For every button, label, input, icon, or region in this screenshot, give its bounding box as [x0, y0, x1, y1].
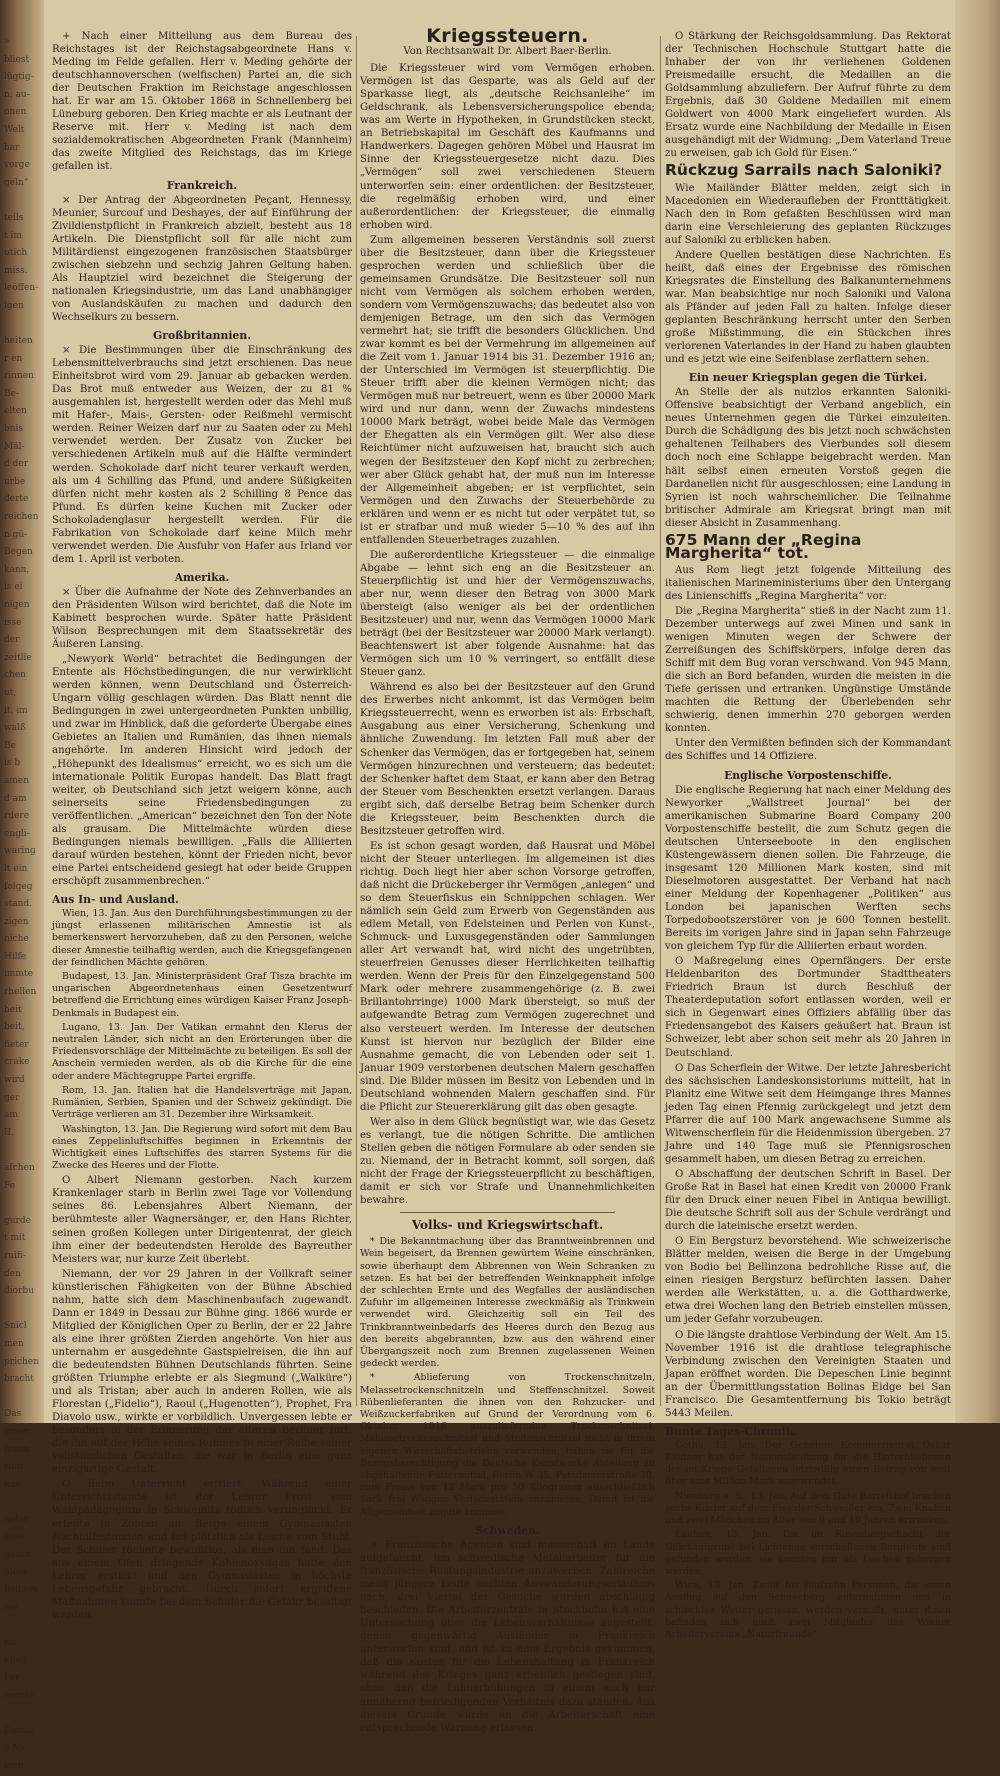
- goldsammlung-text: O Stärkung der Reichsgoldsammlung. Das Rektorat der Technischen Hochschule Stuttgart hatte die Inhaber der von ihr verliehenen Goldenen Preismedaille ersucht, die Medaillen an die Goldsammlung abzuliefern. Der Aufruf führte zu dem Ergebnis, daß 30 Goldene Medaillen mit einem Goldwert von 4000 Mark eingeliefert wurden. Als Ersatz wurde eine Nachbildung der Medaille in Eisen ausgehändigt mit der Widmung: „Dem Vaterland Treue zu erweisen, gab ich Gold für Eisen.“: [665, 31, 951, 160]
- meding-notice: + Nach einer Mitteilung aus dem Bureau des Reichstages ist der Reichstagsabgeordnete Hans v. Meding im Felde gefallen. Herr v. Meding gehörte der deutschhannoverschen (welfischen) Partei an, die sich der Deutschen Fraktion im Reichstage angeschlossen hat. Er war am 15. Oktober 1868 in Schnellenberg bei Lüneburg geboren. Den Krieg machte er als Leutnant der Reserve mit. Herr v. Meding ist nach dem sozialdemokratischen Abgeordneten Frank (Mannheim) das zweite Mitglied des Reichstags, das im Kriege gefallen ist.: [52, 31, 352, 173]
- column-divider: [660, 36, 661, 1406]
- chronik-nienburg: Nienburg a. S., 13. Jan. Auf dem Gute Bartelshof brachen sechs Kinder auf dem Eise der Schweißer ein. Zwei Knaben und zwei Mädchen im Alter von 9 und 10 Jahren ertranken.: [665, 1490, 951, 1527]
- rueckzug-title: Rückzug Sarrails nach Saloniki?: [665, 161, 943, 180]
- niemann-text-2: Niemann, der vor 29 Jahren in der Vollkraft seiner künstlerischen Fähigkeiten von der Bühne Abschied nahm, hatte sich dem Maschinenbaufach zugewandt. Dann er 1849 in Dessau zur Bühne ging. 1866 wurde er Mitglied der Königlichen Oper zu Berlin, der er 22 Jahre als eine ihrer größten Zierden angehörte. Von hier aus unternahm er ausgedehnte Gastspielreisen, die ihn auf die bedeutendsten Bühnen Deutschlands führten. Seine größten Triumphe erlebte er als Siegmund („Walküre“) und als Tristan; aber auch in anderen Rollen, wie als Florestan („Fidelio“), Raoul („Hugenotten“), Prophet, Fra Diavolo usw., wirkte er vorbildlich. Unvergessen lebte er besonders in der Erinnerung der älteren Berliner fort, die ihn auf der Höhe seines Ruhmes in einer Reihe seiner vollstümlichen Gestalten, die war in Berlin eine ganz einzigartige Gestalt.: [52, 1268, 352, 1476]
- article-title: Kriegssteuern.: [426, 25, 589, 47]
- column-left: [52, 30, 352, 1621]
- frankreich-text: × Der Antrag der Abgeordneten Peçant, Hennessy, Meunier, Surcouf und Deshayes, der auf Einführung der Zivildienstpflicht in Frankreich abzielt, besteht aus 18 Artikeln. Die Dienstpflicht soll für alle nicht zum Militärdienst eingezogenen französischen Staatsbürger zwischen siebzehn und sechzig Jahren Geltung haben. Als Hauptziel wird bezeichnet die Steigerung der nationalen Kriegsindustrie, um das Land unabhängiger von Auslandskäufen zu machen und dadurch den Wechselkurs zu bessern.: [52, 194, 352, 323]
- kriegssteuern-p4: Während es also bei der Besitzsteuer auf den Grund des Erwerbes nicht ankommt, ist das Vermögen beim Kriegssteuerrecht, wenn es erworben ist als: Erbschaft, Ausgabung aus einer Versicherung, Schenkung und ähnliche Zuwendung. Im letzten Fall muß aber der Schenker das Vermögen, das er fortgegeben hat, seinem Vermögen hinzurechnen und versteuern; das bedeutet: der Schenker haftet dem Staat, er kann aber den Betrag der Steuer vom Beschenkten ersetzt verlangen. Daraus ergibt sich, daß derselbe Betrag beim Schenker durch die Kriegssteuer, beim Beschenkten durch die Besitzsteuer getroffen wird.: [360, 682, 655, 837]
- article-byline: Von Rechtsanwalt Dr. Albert Baer-Berlin.: [403, 46, 612, 58]
- section-volkswirtschaft: Volks- und Kriegswirtschaft.: [411, 1218, 604, 1233]
- divider: [400, 1212, 615, 1213]
- heading-in-und-ausland: Aus In- und Ausland.: [52, 893, 179, 906]
- heading-amerika: Amerika.: [174, 570, 230, 584]
- grossbritannien-text: × Die Bestimmungen über die Einschränkung des Lebensmittelverbrauchs sind jetzt erschienen. Das neue Einheitsbrot wird vom 29. Januar ab gebacken werden. Das Brot muß entweder aus Weizen, der zu 81 % ausgemahlen ist, hergestellt werden oder das Mehl muß mit Hafer-, Mais-, Gersten- oder Reißmehl vermischt werden. Reiner Weizen darf nur zu Saaten oder zu Mehl verwendet werden. Der Zusatz von Zucker bei verschiedenen Artikeln muß auf die Hälfte vermindert werden. Schokolade darf nicht teurer verkauft werden, als um 4 Schilling das Pfund, und andere Süßigkeiten dürfen nicht mehr kosten als 2 Schilling 8 Pence das Pfund. Es dürfen keine Kuchen mit Zucker oder Schokoladenglasur hergestellt werden. Für die Fabrikation von Schokolade darf keine Milch mehr verwendet werden. Die Ausfuhr von Hafer aus Irland vor dem 1. April ist verboten.: [52, 345, 352, 565]
- news-rom: Rom, 13. Jan. Italien hat die Handelsverträge mit Japan, Rumänien, Serbien, Spanien und der Schweiz gekündigt. Die Verträge verlieren am 31. Dezember ihre Wirksamkeit.: [52, 1084, 352, 1121]
- volkswirtschaft-p2: * Ablieferung von Trockenschnitzeln, Melassetrockenschnitzeln und Steffenschnitzel. Soweit Rübenlieferanten die ihnen von den Rohzucker- und Weißzuckerfabriken auf Grund der Verordnung vom 6. Oktober 1916 auszuliefernden Trockenschnitzel, Melassetrockenschnitzel und Steffenschnitzel nicht in ihrem eigenen Wirtschaftsbetriebe verwenden, haben sie für die Bezugsberechtigung die Deutsche Kunstwerke Abteilung zu abgehaltende Futtermittel, Berlin W 35, Potsdamerstraße 30, zum Preise von 12 Mark pro 50 Kilogramm ausschließlich Sack frei Waggon Verladestation anzubieten. Damit ist die Allgemeinheit zugute kommen.: [360, 1372, 655, 1518]
- heading-grossbritannien: Großbritannien.: [153, 329, 251, 343]
- bergsturz-text: O Ein Bergsturz bevorstehend. Wie schweizerische Blätter melden, weisen die Berge in der Umgebung von Bodio bei Bellinzona bedrohliche Risse auf, die einen riesigen Bergsturz befürchten lassen. Daher werden alle Werkstätten, u. a. die Gotthardwerke, etwa drei Wochen lang den Betrieb einstellen müssen, um jeder Gefahr vorzubeugen.: [665, 1236, 951, 1326]
- heading-schweden: Schweden.: [475, 1523, 540, 1537]
- kriegssteuern-p1: Die Kriegssteuer wird vom Vermögen erhoben. Vermögen ist das Gesparte, was als Geld auf der Sparkasse liegt, als „deutsche Reichsanleihe“ im Geldschrank, als Lebensversicherungspolice ebenda; was am Werte in Hypotheken, in Grundstücken steckt, an Betriebskapital im Geschäft des Kaufmanns und Handwerkers. Dagegen gehören Möbel und Hausrat im Sinne der Kriegssteuergesetze nicht dazu. Dies „Vermögen“ soll zwei verschiedenen Steuern unterworfen sein: einer ordentlichen: der Besitzsteuer, die regelmäßig erhoben wird, und einer außerordentlichen: der Kriegssteuer, die einmalig erhoben wird.: [360, 63, 655, 231]
- drahtlos-text: O Die längste drahtlose Verbindung der Welt. Am 15. November 1916 ist die drahtlose telegraphische Verbindung zwischen den Vereinigten Staaten und Japan eröffnet worden. Die Depeschen Linie beginnt an der Übermittlungsstation Bolinas Eidge bei San Francisco. Die Gesamtentfernung bis Tokio beträgt 5443 Meilen.: [665, 1329, 951, 1419]
- vorposten-text: Die englische Regierung hat nach einer Meldung des Newyorker „Wallstreet Journal“ bei der amerikanischen Submarine Board Company 200 Vorpostenschiffe bestellt, die zum Schutz gegen die deutschen Unterseeboote in den englischen Küstengewässern dienen sollen. Die Fahrzeuge, die insgesamt 120 Millionen Mark kosten, sind mit Dieselmotoren ausgestattet. Der Verband hat nach einer Meldung der Kopenhagener „Politiken“ aus London bei japanischen Werften sechs Torpedobootszerstörer von je 600 Tonnen bestellt. Bereits im vorigen Jahre sind in Japan sehn Fahrzeuge von gleichem Typ für die Alliierten erbaut worden.: [665, 784, 951, 953]
- schweden-text: × Französische Agenten sind massenhaft im Lande aufgetaucht, um schwedische Metallarbeiter für die französische Rüstungsindustrie anzuwerben. Zahlreiche meist jüngere Leute suchten Auswanderungserlaubnis nach, drei Viertel der Gesuche wurden abschlägig beschieden. Die Arbeiterzentrale in Stockholm hat eine Untersuchung über die Lebensverhältnisse angestellt, denen gegenwärtig Ausländer in Frankreich unterworfen sind, und ist zu dem Ergebnis gekommen, daß die Kosten für die Lebenshaltung in Frankreich während des Krieges ganz erheblich gestiegen sind, ohne daß die Lohnerhöhungen in einem auch nur annähernd befriedigenden Verhältnis dazu ständen. Aus diesem Grunde wurde an die Arbeiterschaft eine entsprechende Warnung erlassen.: [360, 1539, 655, 1734]
- heading-frankreich: Frankreich.: [166, 178, 238, 192]
- regina-p2: Die „Regina Margherita“ stieß in der Nacht zum 11. Dezember unterwegs auf zwei Minen und sank in wenigen Minuten wegen der Schwere der Zerreißungen des Schiffskörpers, infolge deren das Schiff mit dem Bug voran verschwand. Von 945 Mann, die sich an Bord befanden, wurden die meisten in die Tiefe gerissen und ertranken. Ungünstige Umstände machten die Rettung der Überlebenden sehr schwierig, denen immerhin 270 geborgen werden konnten.: [665, 605, 951, 735]
- news-lugano: Lugano, 13. Jan. Der Vatikan ermahnt den Klerus der neutralen Länder, sich nicht an den Erörterungen über die Friedensvorschläge der Mittelmächte zu beteiligen. Es soll der Anschein vermieden werden, als ob die Kirche für die eine oder andere Mächtegruppe Partei ergriffe.: [52, 1021, 352, 1082]
- unterricht-text: O Beim Unterricht erfriert. Während einer Unterrichtsstunde ist der Lehrer Frost vom Waldpädagogium in Schweinitz tödlich verunglückt. Er erteilte in Zobten am Berge einem Gymnasiasten Nachhilfestunden und fiel plötzlich als Leiche vom Stuhl. Der Schüler röchelte bewußtlos, als man ihn fand. Das aus einem Ofen dringende Kohlenoxydgas hatte den Lehrer erstickt und den Gymnasiasten in höchste Lebensgefahr gebracht. Durch sofort ergriffene Maßnahmen konnte bei dem Schüler die Gefahr beseitigt werden.: [52, 1479, 352, 1621]
- column-right: [665, 30, 951, 1640]
- news-washington: Washington, 13. Jan. Die Regierung wird sofort mit dem Bau eines Zeppelinluftschiffes beginnen in Erkenntnis der Wichtigkeit eines Luftschiffes des starren Systems für die Zwecke des Heeres und der Flotte.: [52, 1123, 352, 1172]
- volkswirtschaft-p1: * Die Bekanntmachung über das Branntweinbrennen und Wein begeisert, da Brennen gewürtem Weine einschränken, sowie überhaupt dem Abbrennen von Wein Schranken zu setzen. Es hat bei der betreffenden Weinknappheit infolge der schlechten Ernte und des Wegfalles der ausländischen Zufuhr im allgemeinen Interesse zweckmäßig als Trinkwein verwendet wird. Gleichzeitig soll ein Teil des Trinkbranntweinbedarfs des Heeres durch den Bezug aus den bereits abgebrannten, bzw. aus den während einer Übergangszeit noch zum Brennen zugelassenen Weinen gedeckt werden.: [360, 1236, 655, 1370]
- binding-edge: [0, 0, 44, 1772]
- heading-chronik: Bunte Tages-Chronik.: [665, 1424, 797, 1438]
- page-edge: [955, 0, 1000, 1423]
- kriegssteuern-p2: Zum allgemeinen besseren Verständnis soll zuerst über die Besitzsteuer, dann über die Kriegssteuer gesprochen werden und schließlich über die gemeinsamen Grundsätze. Die Besitzsteuer soll nun nicht vom Vermögen als solchem erhoben werden, sondern vom Vermögenszuwachs; das bedeutet also von demjenigen Betrage, um den sich das Vermögen vermehrt hat; sie trifft die besonders Glücklichen. Und zwar kommt es bei der Vermehrung im allgemeinen auf die Zeit vom 1. Januar 1914 bis 31. Dezember 1916 an; der Unterschied im Vermögen ist steuerpflichtig. Die Steuer trifft aber die kleinen Vermögen nicht; das Vermögen muß nur betreuert, wenn es über 20000 Mark wird und nur dann, wenn der Zuwachs mindestens 10000 Mark beträgt, wobei beide Male das Vermögen der Ehegatten als ein Vermögen gilt. Wer also diese Reichtümer nicht aufzuweisen hat, braucht sich auch wegen der Besitzsteuer den Kopf nicht zu zerbrechen; wer aber Glück gehabt hat, der muß nun im Interesse der Allgemeinheit abgeben; er ist verpflichtet, sein Vermögen und den Zuwachs der Steuerbehörde zu erklären und wenn er es nicht tut oder verpätet tut, so ist er strafbar und muß wieder 5—10 % des auf ihn entfallenden Steuerbetrages zuzahlen.: [360, 234, 655, 546]
- heading-kriegsplan: Ein neuer Kriegsplan gegen die Türkei.: [688, 371, 928, 385]
- rueckzug-p2: Andere Quellen bestätigen diese Nachrichten. Es heißt, daß eines der Ergebnisse des römischen Kriegsrates die Einstellung des Balkanunternehmens war. Man beabsichtige nur noch Saloniki und Valona als Pfänder auf jeden Fall zu halten. Infolge dieser geplanten Beschränkung herrscht unter den Serben große Mißstimmung, die ein Stückchen ihres verlorenen Vaterlandes in der Hand zu haben glaubten und es jetzt wie eine Seifenblase zerflattern sehen.: [665, 249, 951, 366]
- kriegssteuern-p5: Es ist schon gesagt worden, daß Hausrat und Möbel nicht der Steuer unterliegen. Im allgemeinen ist dies richtig. Doch liegt hier aber schon Vorsorge getroffen, daß nicht die Drückeberger ihr Vermögen „anlegen“ und so dem Steuerfiskus ein Schnippchen schlagen. Wer nämlich sein Geld zum Erwerb von Gegenständen aus edlem Metall, von Edelsteinen und Perlen von Kunst-, Schmuck- und Luxusgegenständen oder Sammlungen aller Art verwandt hat, wird nicht des ungetrübten, steuerfreien Genusses dieser Herrlichkeiten teilhaftig werden. Wenn der Preis für den Einzelgegenstand 500 Mark oder mehrere zusammengehörige (z. B. zwei Brillantohrringe) 1000 Mark übersteigt, so muß der aufgewandte Betrag zum Vermögen zugerechnet und also versteuert werden. Im Interesse der deutschen Kunst ist hiervon nur bezüglich der Bilder eine Ausnahme gemacht, die von Lebenden oder seit 1. Januar 1909 verstorbenen deutschen Malern geschaffen sind. Die Bilder müssen im Besitz von Lebenden und in Deutschland wohnenden Malern geschaffen sind. Für die Pflicht zur Steuererklärung gilt das oben gesagte.: [360, 840, 655, 1113]
- column-divider: [356, 36, 357, 1406]
- amerika-text-2: „Newyork World“ betrachtet die Bedingungen der Entente als Höchstbedingungen, die nur verwirklicht werden können, wenn Deutschland und Österreich-Ungarn völlig geschlagen würden. Das Blatt nennt die Bedingungen in zwei untergeordneten Punkten unbillig, und zwar im Hinblick, daß die geforderte Übergabe eines Gebietes an Italien und Rumänien, das ihnen niemals angehörte. Im anderen Hinsicht wird jedoch der „Höhepunkt des Idealismus“ erreicht, wo es sich um die internationale Politik Europas handelt. Das Blatt fragt weiter, ob Deutschland sich jetzt weigern könne, auch seinerseits seine Friedensbedingungen zu veröffentlichen. „American“ bezeichnet den Ton der Note als grausam. Die Mittelmächte würden diese Bedingungen niemals bewilligen. „Falls die Alliierten darauf würden bestehen, könnt der Frieden nicht, bevor eine Partei entscheidend gesiegt hat oder beide Gruppen erschöpft zusammenbrechen.“: [52, 654, 352, 887]
- kriegssteuern-p6: Wer also in dem Glück begnüstigt war, wie das Gesetz es verlangt, tue die nötigen Schritte. Die amtlichen Stellen geben die nötigen Formulare ab oder senden sie zu. Niemand, der in Betracht kommt, soll sorgen, daß nicht der Frage der Kriegssteuerpflicht zu beschäftigen, damit er sich vor Strafe und Unannehmlichkeiten bewahre.: [360, 1116, 655, 1207]
- chronik-lauban: Lauban, 13. Jan. Die im Rosenbergschacht der Glückaufgrube bei Lichtenau verschollenen Bergleute sind gefunden worden; sie konnten nur als Leichen geborgen werden.: [665, 1529, 951, 1577]
- column-middle: [360, 25, 655, 1734]
- witwe-text: O Das Scherflein der Witwe. Der letzte Jahresbericht des sächsischen Landeskonsistoriums mitteilt, hat in Planitz eine Witwe seit dem Heimgange ihres Mannes jeden Tag einen Pfennig zurückgelegt und jetzt dem Pfarrer die auf 100 Mark angewachsene Summe als Witwenscherflein für die Heidenmission übergeben. 27 Jahre und 140 Tage muß sie Pfennigsroschen gesammelt haben, um diesen Betrag zu erreichen.: [665, 1062, 951, 1165]
- news-wien: Wien, 13. Jan. Aus den Durchführungsbestimmungen zu der jüngst erlassenen militärischen Amnestie ist als bemerkenswert hervorzuheben, daß zu den Personen, welche dieser Amnestie teilhaftig werden, auch die Kriegsgefangenen der feindlichen Mächte gehören.: [52, 908, 352, 968]
- chronik-gotha: Gotha, 13. Jan. Der Geheime Kommerzienrat Oskar Blödner hat der Nationalstiftung für die Hinterbliebenen der im Kriege Gefallenen letztwillig einen Betrag von weit über eine Million Mark zugewendet.: [665, 1439, 951, 1488]
- chronik-wien: Wien, 13. Jan. Zwölf bis fünfzehn Personen, die einen Ausflug auf den Schneeberg unternahmen und in schlechtes Wetter gerieten, werden vermißt; unter ihnen befinden sich auch zwei Mitglieder des Wiener Arbeitervereins „Naturfreunde“.: [665, 1580, 951, 1640]
- kriegssteuern-p3: Die außerordentliche Kriegssteuer — die einmalige Abgabe — lehnt sich eng an die Besitzsteuer an. Steuerpflichtig ist und hier der Vermögenszuwachs, aber nur, wenn dieser den Betrag von 3000 Mark übersteigt (also weniger als bei der ordentlichen Besitzsteuer) und nur, wenn das Vermögen 10000 Mark beträgt (bei der Besitzsteuer war 20000 Mark verlangt). Beachtenswert ist aber folgende Ausnahme: hat das Vermögen sich um 10 % verringert, so entfällt diese Steuer ganz.: [360, 549, 655, 679]
- niemann-text-1: O Albert Niemann gestorben. Nach kurzem Krankenlager starb in Berlin zwei Tage vor Vollendung seines 86. Lebensjahres Albert Niemann, der berühmteste aller Wagnersänger, er, den Hans Richter, seinen großen Kollegen unter Dirigentenrat, der gleich ihm einer der bedeutendsten Herolde des Bayreuther Meisters war, nur kurze Zeit überlebt.: [52, 1175, 352, 1265]
- left-page-fragments: » bliest lügtig- n, au- onen Welt har vorge geln“ teils t im utich miss. leöffen- igen heiten r en rinnen Be- elten bnis Mäl- d der urbe derte reichen n gü- Begen kann, is ei nigen isse der zeitlie chen ut, it, im walß Be is b amen d am rdere engli- waring lt ein folgeg stand. zigen niche Hilfe immte rhellen heit beit, fieter crake wird ger am II. afchen Fe gurde t mit ruifi- den diorbu Snicl men prichen bracht Das mmer tenen runt mie neter, aren geoch hleer Bsibers nie tür idjeit Fer ronnte Donna 3 Nr men: [4, 37, 39, 1772]
- opern-text: O Maßregelung eines Opernfängers. Der erste Heldenbariton des Dortmunder Stadttheaters Friedrich Braun ist durch Beschluß der Theaterdeputation sofort entlassen worden, weil er sich in Gegenwart eines Offiziers abfällig über das Friedensangebot des Kaisers geäußert hat. Braun ist Schweizer, lebt aber schon seit mehr als 20 Jahren in Deutschland.: [665, 956, 951, 1059]
- regina-p3: Unter den Vermißten befinden sich der Kommandant des Schiffes und 14 Offiziere.: [665, 738, 951, 763]
- kriegsplan-text: An Stelle der als nutzlos erkannten Saloniki-Offensive beabsichtigt der Verband angeblich, ein neues Unternehmen gegen die Türkei einzuleiten. Durch die Schädigung des bis jetzt noch schwächsten gehaltenen Teilhabers des Vierbundes soll diesem doch noch eine Schlappe beigebracht werden. Man hält selbst einen erneuten Vorstoß gegen die Dardanellen nicht für ausgeschlossen; eine Landung in Syrien ist noch wahrscheinlicher. Die Teilnahme britischer Admirale am Kriegsrat bringt man mit dieser Absicht in Zusammenhang.: [665, 387, 951, 529]
- rueckzug-p1: Wie Mailänder Blätter melden, zeigt sich in Macedonien ein Wiederaufleben der Frontttätigkeit. Nach den in Rom gefaßten Beschlüssen wird man darin eine Verschleierung des geplanten Rückzuges auf Saloniki zu erblicken haben.: [665, 182, 951, 246]
- regina-p1: Aus Rom liegt jetzt folgende Mitteilung des italienischen Marineministeriums über den Untergang des Linienschiffs „Regina Margherita“ vor:: [665, 564, 951, 602]
- schrift-text: O Abschaffung der deutschen Schrift in Basel. Der Große Rat in Basel hat einen Kredit von 20000 Frank für den Druck einer neuen Fibel in Antiqua bewilligt. Die deutsche Schrift soll aus der Schule verdrängt und durch die lateinische ersetzt werden.: [665, 1168, 951, 1233]
- news-budapest: Budapest, 13. Jan. Ministerpräsident Graf Tisza brachte im ungarischen Abgeordnetenhaus einen Gesetzentwurf betreffend die Errichtung eines würdigen Kaiser Franz Joseph-Denkmals in Budapest ein.: [52, 971, 352, 1019]
- regina-title: 675 Mann der „Regina Margherita“ tot.: [665, 530, 862, 562]
- heading-vorpostenschiffe: Englische Vorpostenschiffe.: [724, 768, 892, 782]
- amerika-text-1: × Über die Aufnahme der Note des Zehnverbandes an den Präsidenten Wilson wird berichtet, daß die Note im Kabinett besprochen wurde. Später hatte Präsident Wilson Besprechungen mit dem Staatssekretär des Äußeren Lansing.: [52, 586, 352, 651]
